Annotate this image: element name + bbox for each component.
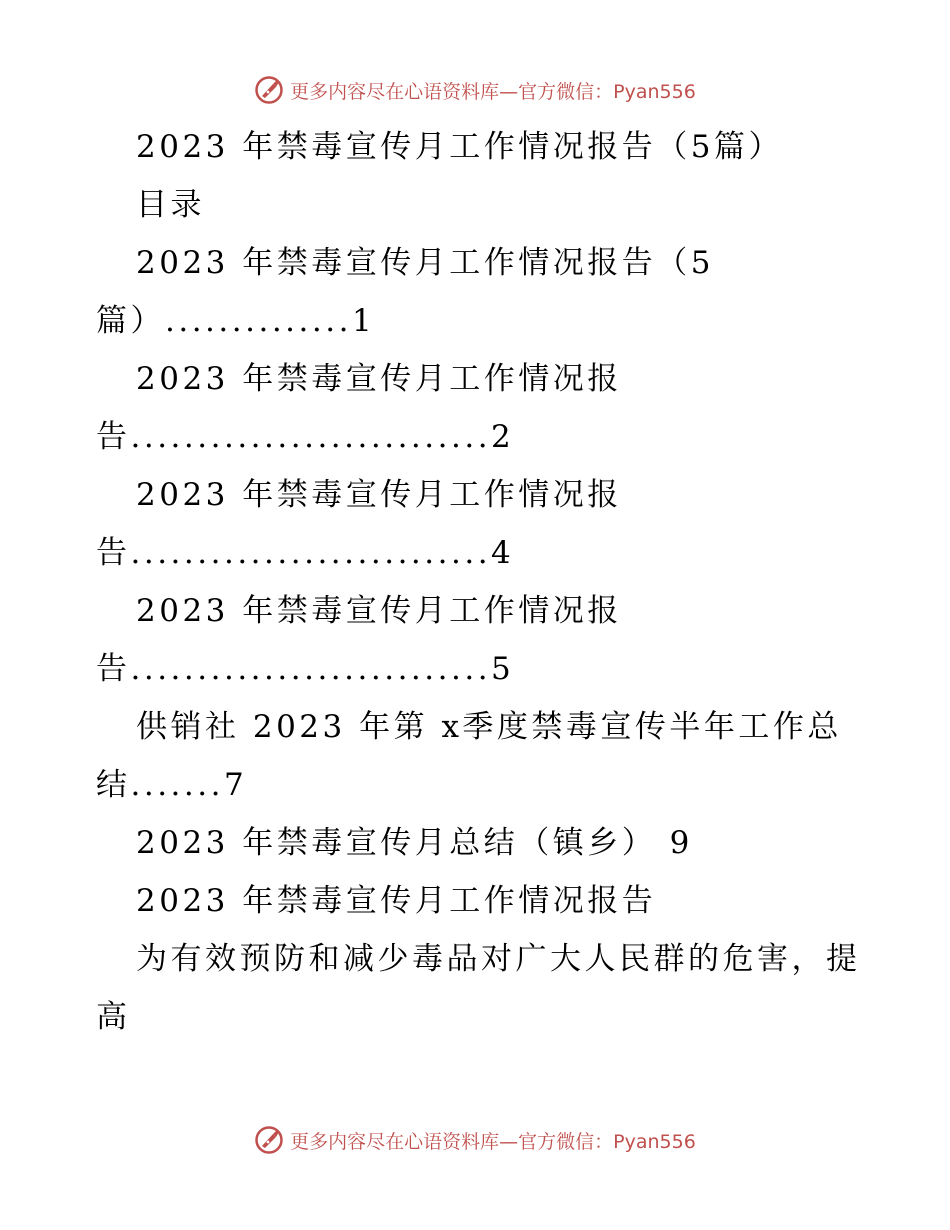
toc-entry-3-title[interactable]: 2023 年禁毒宣传月工作情况报 [136,477,622,513]
toc-heading: 目录 [136,187,205,223]
toc-entry-5-title[interactable]: 供销社 2023 年第 x季度禁毒宣传半年工作总 [136,709,842,745]
toc-entry-2-title[interactable]: 2023 年禁毒宣传月工作情况报 [136,361,622,397]
body-paragraph-line-1: 为有效预防和减少毒品对广大人民群的危害，提 [136,941,861,977]
document-title: 2023 年禁毒宣传月工作情况报告（5篇） [136,129,783,165]
watermark-text: 更多内容尽在心语资料库—官方微信：Pyan556 [290,1130,696,1153]
toc-entry-1-page[interactable]: 篇）..............1 [96,303,376,339]
toc-entry-4-title[interactable]: 2023 年禁毒宣传月工作情况报 [136,593,622,629]
toc-entry-5-page[interactable]: 结.......7 [96,767,248,803]
header-watermark [0,70,950,110]
section-title: 2023 年禁毒宣传月工作情况报告 [136,883,657,919]
pen-nib-circle-logo-icon [254,1125,284,1155]
toc-entry-4-page[interactable]: 告...........................5 [96,651,515,687]
body-paragraph-line-2: 高 [96,999,131,1035]
toc-entry-2-page[interactable]: 告...........................2 [96,419,515,455]
document-page [96,118,861,1046]
watermark-text: 更多内容尽在心语资料库—官方微信：Pyan556 [290,80,696,103]
toc-entry-1-title[interactable]: 2023 年禁毒宣传月工作情况报告（5 [136,245,714,281]
toc-entry-3-page[interactable]: 告...........................4 [96,535,515,571]
footer-watermark [0,1120,950,1160]
toc-entry-6[interactable]: 2023 年禁毒宣传月总结（镇乡） 9 [136,825,693,861]
pen-nib-circle-logo-icon [254,75,284,105]
